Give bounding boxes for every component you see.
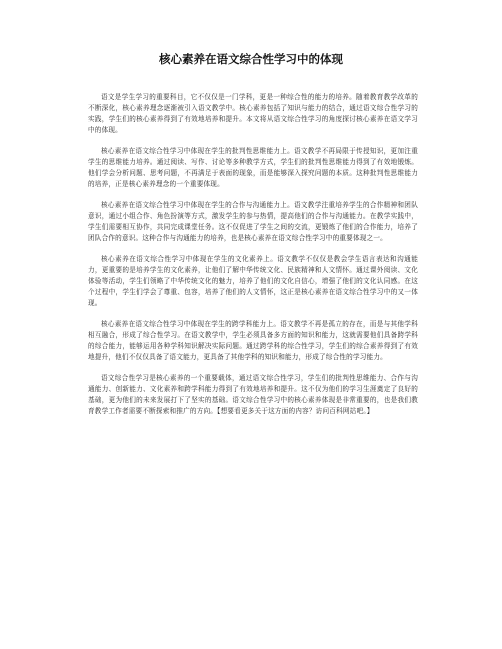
paragraph-intro: 语文是学生学习的重要科目，它不仅仅是一门学科，更是一种综合性的能力的培养。随着教育教学改革的不断深化，核心素养理念逐渐被引入语文教学中。核心素养包括了知识与能力的结合，通过语文综合性学习的实践，学生们的核心素养得到了有效地培养和提升。本文将从语文综合性学习的角度探讨核心素养在语文学习中的体现。 xyxy=(88,93,418,134)
paragraph-critical-thinking: 核心素养在语文综合性学习中体现在学生的批判性思维能力上。语文教学不再局限于传授知识，更加注重学生的思维能力培养。通过阅读、写作、讨论等多种教学方式，学生们的批判性思维能力得到了有效地锻炼。他们学会分析问题、思考问题，不再满足于表面的现象，而是能够深入探究问题的本质。这种批判性思维能力的培养，正是核心素养理念的一个重要体现。 xyxy=(88,147,418,188)
paragraph-culture: 核心素养在语文综合性学习中体现在学生的文化素养上。语文教学不仅仅是教会学生语言表达和沟通能力，更重要的是培养学生的文化素养，让他们了解中华传统文化、民族精神和人文情怀。通过课外阅读、文化体验等活动，学生们领略了中华传统文化的魅力，培养了他们的文化自信心，增强了他们的文化认同感。在这个过程中，学生们学会了尊重、包容，培养了他们的人文情怀，这正是核心素养在语文综合性学习中的又一体现。 xyxy=(88,255,418,307)
document-body xyxy=(88,92,418,427)
paragraph-cooperation: 核心素养在语文综合性学习中体现在学生的合作与沟通能力上。语文教学注重培养学生的合作精神和团队意识，通过小组合作、角色扮演等方式，激发学生的参与热情，提高他们的合作与沟通能力。在教学实践中，学生们需要相互协作，共同完成课堂任务。这不仅促进了学生之间的交流，更锻炼了他们的合作能力，培养了团队合作的意识。这种合作与沟通能力的培养，也是核心素养在语文综合性学习中的重要体现之一。 xyxy=(88,201,418,242)
document-title: 核心素养在语文综合性学习中的体现 xyxy=(159,52,343,66)
paragraph-interdisciplinary: 核心素养在语文综合性学习中体现在学生的跨学科能力上。语文教学不再是孤立的存在，而是与其他学科相互融合，形成了综合性学习。在语文教学中，学生必须具备多方面的知识和能力，这就需要他们具备跨学科的综合能力，能够运用各种学科知识解决实际问题。通过跨学科的综合性学习，学生们的综合素养得到了有效地提升，他们不仅仅具备了语文能力，更具备了其他学科的知识和能力，形成了综合性的学习能力。 xyxy=(88,320,418,361)
paragraph-conclusion: 语文综合性学习是核心素养的一个重要载体，通过语文综合性学习，学生们的批判性思维能力、合作与沟通能力、创新能力、文化素养和跨学科能力得到了有效地培养和提升。这不仅为他们的学习生涯奠定了良好的基础，更为他们的未来发展打下了坚实的基础。语文综合性学习中的核心素养体现是非常重要的，也是我们教育教学工作者需要不断探索和推广的方向。【想要看更多关于这方面的内容？访问百科网站吧。】 xyxy=(88,374,418,415)
